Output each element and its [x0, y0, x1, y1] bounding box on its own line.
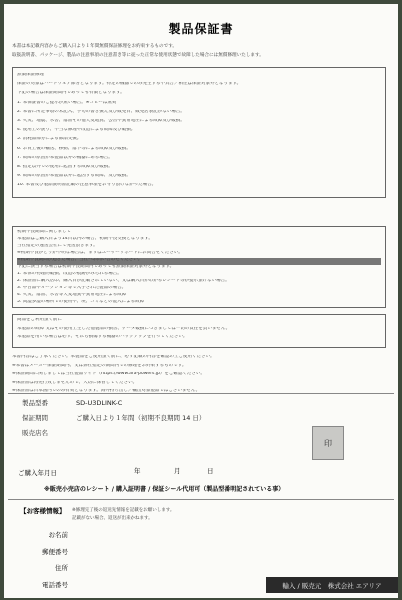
warranty-heading: 無償保証修理 [17, 73, 44, 77]
customer-postal-label: 郵便番号 [42, 548, 68, 556]
notice-line: 本製品の故障 又はその使用上生じた他製品の損害、データ破損につきましては一切の責任を負いません。 [17, 326, 231, 331]
return-line: 1. 本体の物理的破損、改造の痕跡がみられる場合。 [17, 272, 122, 276]
intro-line: 本書は本記載内容からご購入日より１年間無償保証修理をお約束するものです。 [12, 44, 178, 49]
period-value: ご購入日より１年間（初期不良期間 14 日） [76, 414, 206, 422]
warranty-line: 保証の対象はハードウェア部分となります。特定の機器でのみ発生する不具合／相性は保証対象外となります。 [17, 82, 242, 87]
warranty-line: 2. 本書に所定事項の未記入、字句の書き換え及び販売日、販売店表記がない場合。 [17, 109, 185, 114]
return-line: 本製品はご購入日より14日以内の場合、初期不良交換となります。 [17, 237, 153, 241]
customer-name-label: お名前 [48, 531, 68, 539]
model-row [22, 398, 122, 407]
intro-line: 取扱説明書、パッケージ、製品の注意事項の注意書き等に従った正常な使用状態で故障した場合には無償修理いたします。 [12, 53, 264, 58]
purchase-month: 月 [174, 467, 181, 475]
note-line: ※保証書は日本国内でのみ有効となります。海外持ち出し／輸出対象製品ではございません。 [12, 389, 201, 393]
warranty-line: 9. 故障の原因が本製品以外に起因する故障、及び破損。 [17, 174, 131, 179]
warranty-line: 7. 故障の原因が本製品以外の機器にある場合。 [17, 155, 113, 160]
purchase-year: 年 [134, 467, 141, 475]
note-line: ※保証書は再発行致しませんので、大切に保管してください。 [12, 380, 138, 385]
return-line: 5. 高湿多湿の場所での使用や、埃、ゴミなどの混入による故障 [17, 300, 145, 304]
return-line: ※初期不良かどうか不明な場合は、まずはユーザーサポートにお問合せください。 [17, 251, 183, 255]
period-label: 保証期間 [22, 414, 48, 422]
warranty-line: 3. 火災、地震、水害、落雷その他天変地異、公害や異常電圧による故障及び破損。 [17, 118, 185, 123]
note-line: ※本書はメーカー保証期間内、又は弊社指定の期間内での修理をお約束するものです。 [12, 363, 187, 368]
customer-note: ※修理完了後の返送先情報を記載をお願いします。 [72, 508, 175, 513]
warranty-terms-box [12, 67, 386, 198]
return-line-highlighted: ※初期不良期間が過ぎた場合、当社へお問い合わせください。 [17, 258, 381, 265]
purchase-date-label: ご購入年月日 [18, 469, 57, 477]
customer-note: 記載がない場合、返送が出来かねます。 [72, 516, 153, 521]
customer-address-label: 住所 [55, 564, 68, 572]
warranty-line: 下記の場合は保証期間内であっても有償となります。 [17, 91, 125, 96]
note-line: ※保証期間に関しましては当社製品サイト（https://www.ara-powers.jp）をご確認ください。 [12, 372, 205, 376]
divider [8, 393, 394, 394]
warranty-line: 10. 本書及び製品説明書記載の注意事項をお守り頂けなかった場合。 [17, 183, 157, 188]
warranty-line: 4. 使用上の誤り、不当な修理や改造による故障及び破損。 [17, 128, 136, 133]
customer-info-title: 【お客様情報】 [20, 507, 66, 515]
model-label: 製品型番 [22, 399, 48, 407]
return-line: 下記に該当する場合は初期不良期間内であっても無償保証対象外となります。 [17, 265, 175, 269]
period-row [22, 413, 205, 422]
warranty-card [4, 4, 398, 598]
receipt-caption: ※販売小売店のレシート / 購入証明書 / 保証シール代用可（製品型番明記されている事） [44, 486, 285, 493]
return-line: 3. 中古品やオークション等で入手された製品の場合。 [17, 286, 127, 290]
notice-line: 本製品を用いる場合は必ず、それら損傷する機器のバックアップを行ってください。 [17, 335, 188, 339]
note-line: 本書内容はご了承ください。本製品をご使用頂く前に、必ず記載の内容を確認の上ご使用ください。 [12, 355, 215, 359]
warranty-line: 6. お買上後の輸送、移動、落下等による故障及び破損。 [17, 146, 131, 151]
model-value: SD-U3DLINK-C [76, 399, 123, 407]
purchase-day: 日 [207, 467, 214, 475]
return-line: 初期不良期間に関しまして [17, 230, 71, 234]
return-line: 当社指定の運送会社にて発送頂きます。 [17, 244, 98, 248]
document-title: 製品保証書 [168, 22, 234, 36]
store-label: 販売店名 [22, 429, 48, 437]
return-line: 4. 火災、落雷、水害等天変地異や異常電圧による故障 [17, 293, 127, 297]
general-notes [12, 355, 390, 398]
importer-footer: 輸入 / 販売元 株式会社 エアリア [266, 577, 398, 593]
notice-line: 商品をご利用頂く前に [17, 318, 62, 322]
intro-text [12, 42, 390, 60]
usage-notice-box [12, 314, 386, 348]
initial-defect-box [12, 226, 386, 308]
store-row [22, 428, 66, 437]
store-stamp-box: 印 [312, 426, 344, 460]
warranty-line: 8. 指定以外での使用に起因する故障及び破損。 [17, 164, 113, 169]
divider [8, 499, 394, 500]
customer-phone-label: 電話番号 [42, 581, 68, 589]
warranty-line: 1. 本保証書のご提示が無い場合。※コピーは無効 [17, 100, 117, 105]
warranty-line: 5. 消耗品部分による部品交換。 [17, 137, 82, 142]
return-line: 2. 保証書に購入店印、購入日が記載されていない、又は購入日がわかるレシート等が提示頂けない場合。 [17, 279, 230, 283]
